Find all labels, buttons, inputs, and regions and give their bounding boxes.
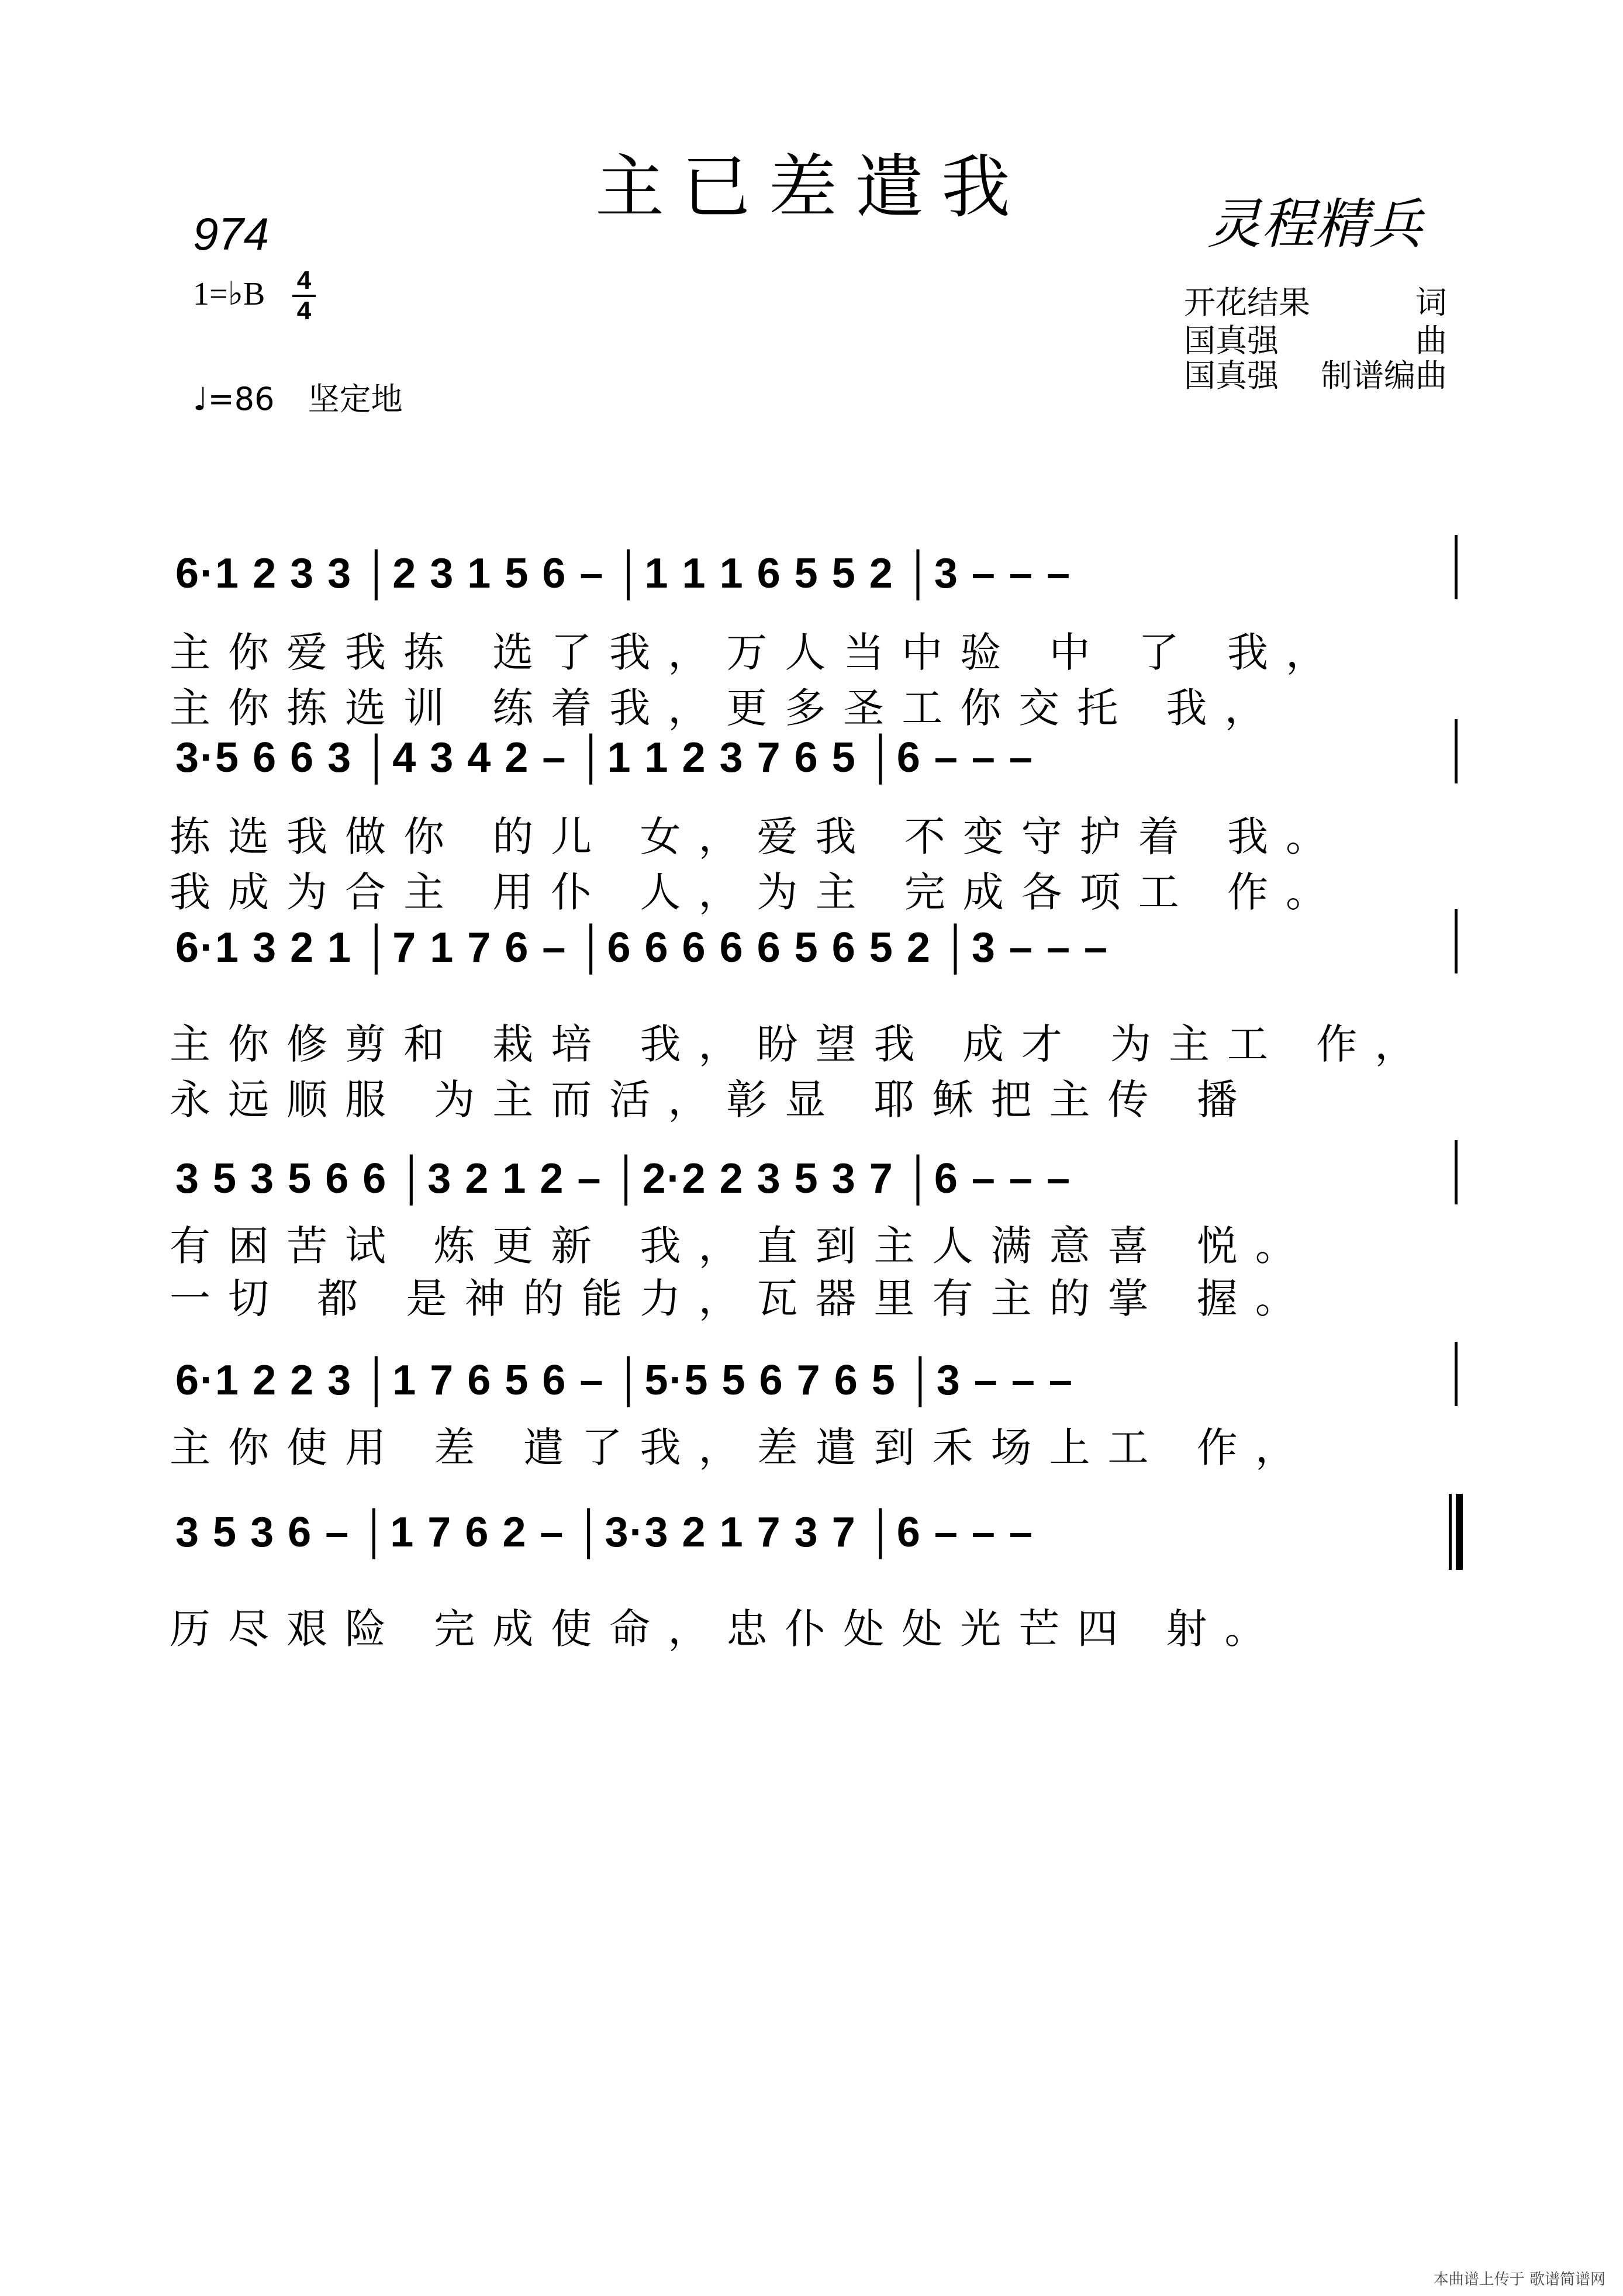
staff-5-lyrics-verse-1: 主你使用 差 遣了我，差遣到禾场上工 作， xyxy=(170,1424,1314,1472)
time-signature-bottom: 4 xyxy=(296,296,312,325)
barline-end xyxy=(1455,1140,1458,1204)
credit-role: 曲 xyxy=(1415,322,1447,359)
credit-name: 开花结果 xyxy=(1184,284,1310,321)
staff-3-lyrics-verse-2: 永远顺服 为主而活，彰显 耶稣把主传 播 xyxy=(170,1076,1255,1124)
final-barline-thin xyxy=(1449,1494,1452,1570)
time-signature-top: 4 xyxy=(296,266,312,295)
staff-3-lyrics-verse-1: 主你修剪和 栽培 我，盼望我 成才 为主工 作， xyxy=(170,1020,1434,1068)
staff-6-lyrics-verse-1: 历尽艰险 完成使命，忠仆处处光芒四 射。 xyxy=(170,1605,1283,1653)
collection-tag: 灵程精兵 xyxy=(1207,193,1423,256)
footer-watermark: 本曲谱上传于 歌谱简谱网 xyxy=(1433,2271,1605,2288)
credit-role: 制谱编曲 xyxy=(1321,357,1447,394)
staff-2-notes: 3·5 6 6 3 │4 3 4 2 – │1 1 2 3 7 6 5 │6 – – – xyxy=(175,734,1034,781)
time-signature xyxy=(292,268,316,324)
staff-6-notes: 3 5 3 6 – │1 7 6 2 – │3·3 2 1 7 3 7 │6 – – – xyxy=(175,1509,1034,1556)
barline-end xyxy=(1455,909,1458,973)
staff-5-notes: 6·1 2 2 3 │1 7 6 5 6 – │5·5 5 6 7 6 5 │3 – – – xyxy=(175,1357,1073,1404)
credit-arranger xyxy=(1184,351,1447,396)
barline-end xyxy=(1455,1342,1458,1406)
staff-2-lyrics-verse-2: 我成为合主 用仆 人，为主 完成各项工 作。 xyxy=(170,868,1345,916)
tempo-value: ♩=86 xyxy=(193,381,275,417)
barline-end xyxy=(1455,719,1458,783)
expression-marking: 坚定地 xyxy=(308,381,403,417)
staff-1-notes: 6·1 2 3 3 │2 3 1 5 6 – │1 1 1 6 5 5 2 │3 – – – xyxy=(175,550,1071,597)
page-title: 主已差遣我 xyxy=(595,147,1028,227)
staff-4-lyrics-verse-2: 一切 都 是神的能力，瓦器里有主的掌 握。 xyxy=(170,1275,1314,1323)
credit-name: 国真强 xyxy=(1184,357,1279,394)
staff-4-lyrics-verse-1: 有困苦试 炼更新 我，直到主人满意喜 悦。 xyxy=(170,1222,1314,1270)
staff-1-lyrics-verse-2: 主你拣选训 练着我，更多圣工你交托 我， xyxy=(170,684,1283,732)
staff-2-lyrics-verse-1: 拣选我做你 的儿 女，爱我 不变守护着 我。 xyxy=(170,813,1345,861)
staff-4-notes: 3 5 3 5 6 6 │3 2 1 2 – │2·2 2 3 5 3 7 │6 – – – xyxy=(175,1155,1071,1202)
final-barline-thick xyxy=(1456,1494,1463,1570)
tempo-marking xyxy=(193,374,403,419)
barline-end xyxy=(1455,535,1458,599)
credit-role: 词 xyxy=(1415,284,1447,321)
credit-name: 国真强 xyxy=(1184,322,1279,359)
key-signature: 1=♭B xyxy=(193,276,265,312)
staff-1-lyrics-verse-1: 主你爱我拣 选了我，万人当中验 中 了 我， xyxy=(170,629,1345,676)
song-number: 974 xyxy=(193,208,270,260)
staff-3-notes: 6·1 3 2 1 │7 1 7 6 – │6 6 6 6 6 5 6 5 2 │3 – – – xyxy=(175,924,1109,971)
